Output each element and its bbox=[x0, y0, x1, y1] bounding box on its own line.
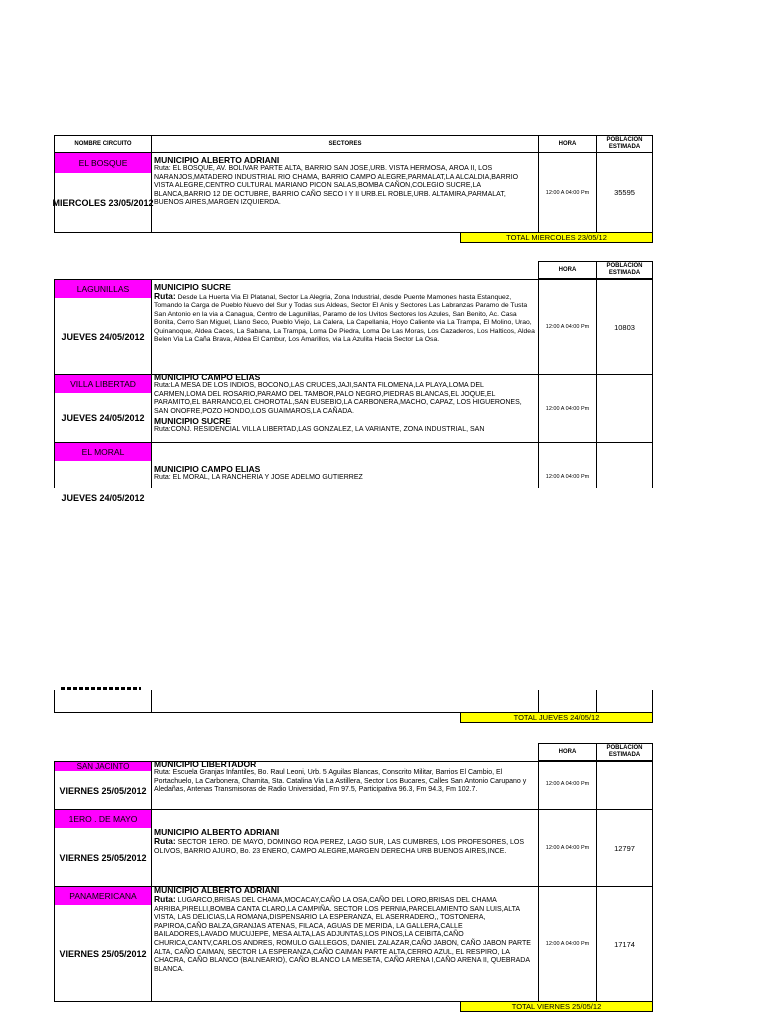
circuit-cell bbox=[54, 443, 151, 503]
hora-cell-continued bbox=[538, 690, 596, 713]
poblacion-cell bbox=[596, 375, 653, 443]
circuit-name: VILLA LIBERTAD bbox=[55, 375, 151, 393]
circuit-name: SAN JACINTO bbox=[55, 762, 151, 771]
municipio-name: MUNICIPIO LIBERTADOR bbox=[154, 759, 257, 769]
sectores-cell bbox=[151, 153, 538, 233]
date-label: MIERCOLES 23/05/2012 bbox=[52, 198, 154, 208]
hora-cell: 12:00 A 04:00 Pm bbox=[538, 279, 596, 375]
poblacion-cell bbox=[596, 761, 653, 810]
circuit-cell bbox=[54, 810, 151, 887]
hora-cell: 12:00 A 04:00 Pm bbox=[538, 443, 596, 488]
total-miercoles: TOTAL MIERCOLES 23/05/12 bbox=[460, 232, 653, 243]
poblacion-cell bbox=[596, 443, 653, 488]
header-poblacion bbox=[596, 261, 653, 279]
sectores-cell bbox=[151, 443, 538, 488]
circuit-cell bbox=[54, 887, 151, 1002]
hora-cell: 12:00 A 04:00 Pm bbox=[538, 153, 596, 233]
circuit-name: EL MORAL bbox=[55, 443, 151, 461]
sectores-cell bbox=[151, 279, 538, 375]
route-text: Ruta: EL BOSQUE, AV. BOLIVAR PARTE ALTA, BARRIO SAN JOSE,URB. VISTA HERMOSA, AROA II, LOS NARANJOS,MATADERO INDUSTRIAL RIO CHAMA, BARRIO CAMPO ALEGRE,PARMALAT,LA ALCALDIA,BARRIO VISTA ALEGRE,CENTRO CULTURAL MARIANO PICON SALAS,BOMBA CAÑON,COLEGIO SUCRE,LA BLANCA,BARRIO 12 DE OCTUBRE, BARRIO CAÑO SECO I Y II URB.EL ROBLE,URB. ALTAMIRA,PARMALAT, BUENOS AIRES,MARGEN IZQUIERDA. bbox=[154, 165, 519, 207]
header-poblacion-line2: ESTIMADA bbox=[608, 752, 641, 758]
route-label: Ruta: bbox=[154, 894, 176, 904]
poblacion-cell-continued bbox=[596, 690, 653, 713]
date-label: JUEVES 24/05/2012 bbox=[61, 332, 145, 342]
municipio-name: MUNICIPIO ALBERTO ADRIANI bbox=[154, 885, 280, 895]
municipio-name: MUNICIPIO CAMPO ELIAS bbox=[154, 464, 261, 474]
poblacion-cell: 10803 bbox=[596, 279, 653, 375]
circuit-name: PANAMERICANA bbox=[55, 887, 151, 905]
header-hora: HORA bbox=[538, 135, 596, 153]
municipio-name: MUNICIPIO ALBERTO ADRIANI bbox=[154, 827, 280, 837]
poblacion-cell: 35595 bbox=[596, 153, 653, 233]
route-text: Desde La Huerta Via El Platanal, Sector La Alegria, Zona Industrial, desde Puente Mamones hasta Estanquez, Tomando la Carga de Pueblo Nuevo del Sur y Todas sus Aldeas, Sector El Anis y Sectores Las Labranzas Paramo de Tusta San Antonio en la via a Canagua, Centro de Lagunillas, Paramo de los Uvitos Sectores los Azules, San Benito, Ac. Casa Bonita, Cerro San Miguel, Llano Seco, Pueblo Viejo, La Calera, La Capellania, Hoyo Caliente via La Trampa, El Molino, Urao, Quinanoque, Aldea Caces, La Sabana, La Trampa, Loma De Piedra, Loma De Las Moras, Los Cazaderos, Los Halticos, Aldea Belen Via La Caña Brava, Aldea El Cambur, Los Amarillos, via La Azulita Hacia Sector La Osa. bbox=[154, 294, 535, 344]
header-poblacion-line1: POBLACION bbox=[606, 137, 643, 143]
circuit-cell bbox=[54, 761, 151, 810]
route-text: SECTOR 1ERO. DE MAYO, DOMINGO ROA PEREZ, LAGO SUR, LAS CUMBRES, LOS PROFESORES, LOS OLIVOS, BARRIO AJURO, Bo. 23 ENERO, CAMPO ALEGRE,MARGEN DERECHA URB BUENOS AIRES,INCE. bbox=[154, 839, 524, 855]
route-text: Ruta: EL MORAL, LA RANCHERIA Y JOSE ADELMO GUTIERREZ bbox=[154, 474, 363, 481]
date-label: JUEVES 24/05/2012 bbox=[61, 413, 145, 423]
hora-cell: 12:00 A 04:00 Pm bbox=[538, 761, 596, 810]
circuit-cell bbox=[54, 279, 151, 375]
cut-text-fragment bbox=[61, 687, 141, 690]
circuit-cell bbox=[52, 153, 154, 233]
hora-cell: 12:00 A 04:00 Pm bbox=[538, 810, 596, 887]
poblacion-cell: 12797 bbox=[596, 810, 653, 887]
municipio-name: MUNICIPIO ALBERTO ADRIANI bbox=[154, 155, 280, 165]
route-text: Ruta: Escuela Granjas Infantiles, Bo. Raul Leoni, Urb. 5 Aguilas Blancas, Conscrito Militar, Barrios El Cambio, El Portachuelo, La Carbonera, Chamita, Sta. Catalina Via La Astillera, Sector Los Bucares, Calles San Antonio Carupano y Aledañas, Antenas Transmisoras de Radio Universidad, Fm 97.5, Participativa 96.3, Fm 94.3, Fm 102.7. bbox=[154, 769, 527, 794]
municipio-name: MUNICIPIO SUCRE bbox=[154, 282, 231, 292]
route-text: Ruta:CONJ. RESIDENCIAL VILLA LIBERTAD,LAS GONZALEZ, LA VARIANTE, ZONA INDUSTRIAL, SAN bbox=[154, 426, 485, 434]
header-nombre-circuito: NOMBRE CIRCUITO bbox=[54, 135, 151, 153]
sectores-cell bbox=[151, 372, 538, 443]
circuit-name: LAGUNILLAS bbox=[55, 280, 151, 298]
poblacion-cell: 17174 bbox=[596, 887, 653, 1002]
circuit-cell bbox=[54, 375, 151, 443]
header-poblacion-line1: POBLACION bbox=[606, 745, 643, 751]
hora-cell: 12:00 A 04:00 Pm bbox=[538, 375, 596, 443]
header-poblacion bbox=[596, 743, 653, 761]
municipio-name: MUNICIPIO CAMPO ELIAS bbox=[154, 372, 261, 382]
header-hora: HORA bbox=[538, 261, 596, 279]
header-poblacion-line2: ESTIMADA bbox=[608, 270, 641, 276]
sectores-cell bbox=[151, 761, 538, 810]
route-label: Ruta: bbox=[154, 836, 176, 846]
route-text: Ruta:LA MESA DE LOS INDIOS, BOCONO,LAS CRUCES,JAJI,SANTA FILOMENA,LA PLAYA,LOMA DEL CARMEN,LOMA DEL ROSARIO,PARAMO DEL TAMBOR,PALO NEGRO,PIEDRAS BLANCAS,EL JOQUE,EL PARAMITO,EL BARRANCO,EL CHOROTAL,SAN EUSEBIO,LA CARBONERA,MACHO, CAPAZ, LOS HIGUERONES, SAN ONOFRE,POZO HONDO,LOS GUAIMAROS,LA CAÑADA. bbox=[154, 382, 522, 415]
sectores-cell-continued bbox=[151, 690, 538, 713]
header-hora: HORA bbox=[538, 743, 596, 761]
sectores-cell bbox=[151, 887, 538, 1002]
sectores-cell bbox=[151, 810, 538, 887]
header-poblacion-line1: POBLACION bbox=[606, 263, 643, 269]
municipio-name: MUNICIPIO SUCRE bbox=[154, 416, 231, 427]
total-viernes: TOTAL VIERNES 25/05/12 bbox=[460, 1001, 653, 1012]
header-poblacion-line2: ESTIMADA bbox=[608, 144, 641, 150]
hora-cell: 12:00 A 04:00 Pm bbox=[538, 887, 596, 1002]
total-jueves: TOTAL JUEVES 24/05/12 bbox=[460, 712, 653, 723]
date-label: VIERNES 25/05/2012 bbox=[59, 948, 147, 959]
header-poblacion bbox=[596, 135, 653, 153]
date-label: JUEVES 24/05/2012 bbox=[61, 493, 145, 503]
circuit-cell-continued bbox=[54, 690, 151, 713]
circuit-name: EL BOSQUE bbox=[55, 153, 151, 173]
date-label: VIERNES 25/05/2012 bbox=[59, 786, 147, 796]
route-text: LUGARCO,BRISAS DEL CHAMA,MOCACAY,CAÑO LA OSA,CAÑO DEL LORO,BRISAS DEL CHAMA ARRIBA,PIRELLI,BOMBA CANTA CLARO,LA CAMPIÑA. SECTOR LOS PERNIA,PARCELAMIENTO SAN LUIS,ALTA VISTA, LAS DELICIAS,LA ROMANA,DISPENSARIO LA ESPERANZA, EL ASERRADERO,, TOSTONERA, PAPIROA,CAÑO BALZA,GRANJAS ATENAS, FILACA, AGUAS DE MERIDA, LA GALLERA,CALLE BAILADORES,LAVADO MUCUJEPE, MESA ALTA,LAS ADJUNTAS,LOS PINOS,LA CEIBITA,CAÑO CHURICA,CANTV,CARLOS ANDRES, ROMULO GALLEGOS, DANIEL ZALAZAR,CAÑO JABON, CAÑO JABON PARTE ALTA, CAÑO CAIMAN, SECTOR LA ESPERANZA,CAÑO CAIMAN PARTE ALTA,CERRO AZUL, EL RESPIRO, LA CHACRA, CAÑO BLANCO (BALNEARIO), CAÑO BLANCO LA MESETA, CAÑO ARENA I,CAÑO ARENA II, QUEBRADA BLANCA. bbox=[154, 897, 531, 973]
header-sectores: SECTORES bbox=[151, 135, 538, 153]
route-label: Ruta: bbox=[154, 291, 176, 301]
date-label: VIERNES 25/05/2012 bbox=[59, 852, 147, 863]
circuit-name: 1ERO . DE MAYO bbox=[55, 810, 151, 828]
